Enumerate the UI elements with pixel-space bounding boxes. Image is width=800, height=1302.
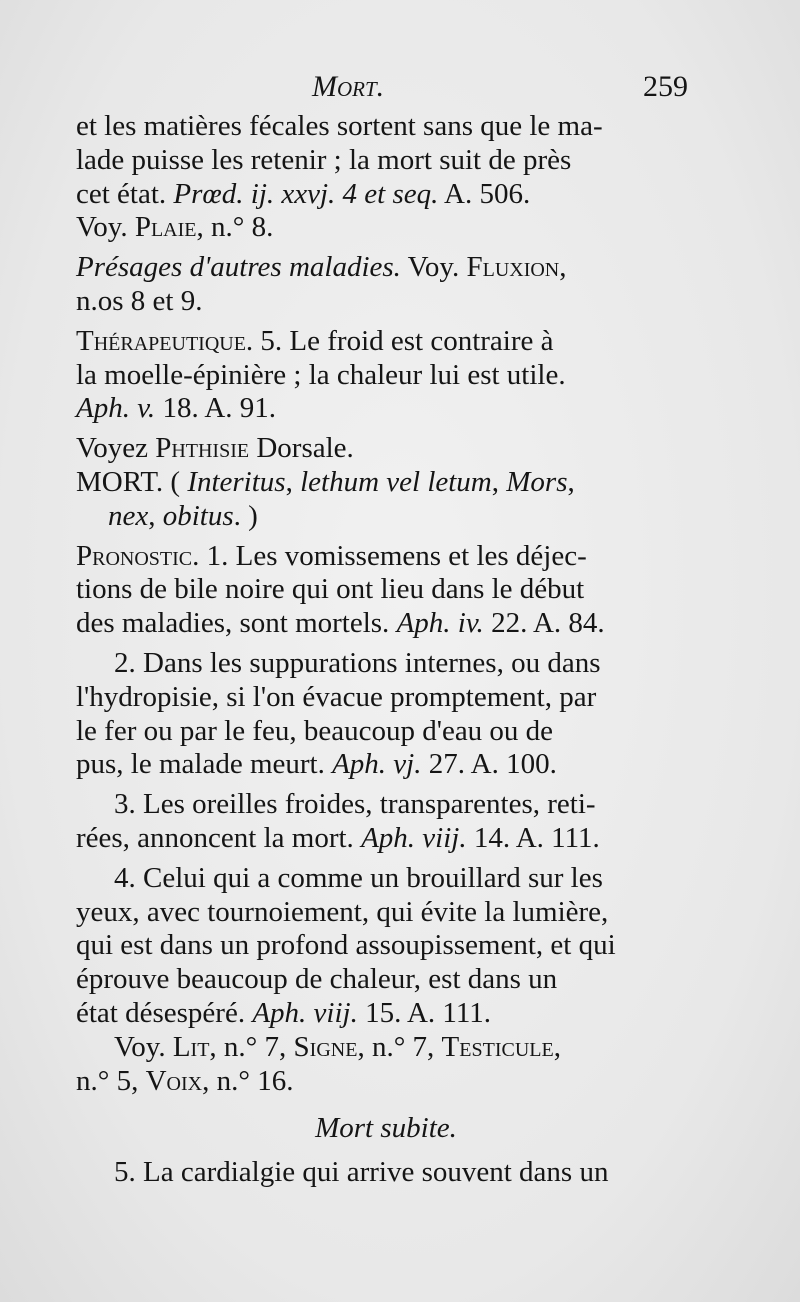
text-line: 2. Dans les suppurations internes, ou dans (114, 646, 601, 679)
text-line: Voy. Plaie, n.° 8. (76, 211, 274, 244)
text-line: des maladies, sont mortels. Aph. iv. 22. A. 84. (76, 607, 605, 640)
body-text (76, 110, 696, 1190)
text-line: Présages d'autres maladies. Voy. Fluxion, (76, 251, 567, 284)
running-title (312, 70, 384, 104)
text-line: Pronostic. 1. Les vomissemens et les déjec- (76, 539, 587, 572)
text-line: tions de bile noire qui ont lieu dans le début (76, 573, 585, 606)
text-line: la moelle-épinière ; la chaleur lui est utile. (76, 358, 566, 391)
text-line: 4. Celui qui a comme un brouillard sur les (114, 861, 603, 894)
text-line: et les matières fécales sortent sans que le ma- (76, 110, 603, 142)
text-line: qui est dans un profond assoupissement, et qui (76, 929, 616, 962)
text-line: éprouve beaucoup de chaleur, est dans un (76, 963, 558, 996)
page-number: 259 (643, 70, 688, 103)
text-line: Aph. v. 18. A. 91. (76, 392, 277, 425)
text-line: pus, le malade meurt. Aph. vj. 27. A. 100. (76, 748, 557, 781)
section-heading: Mort subite. (315, 1112, 457, 1145)
text-line: rées, annoncent la mort. Aph. viij. 14. A. 111. (76, 821, 600, 854)
text-line: Voyez Phthisie Dorsale. (76, 432, 354, 465)
page-header (0, 70, 800, 110)
text-line: n.° 5, Voix, n.° 16. (76, 1064, 294, 1097)
text-line: yeux, avec tournoiement, qui évite la lumière, (76, 895, 609, 928)
text-line: n.os 8 et 9. (76, 284, 203, 317)
text-line: 5. La cardialgie qui arrive souvent dans un (114, 1156, 609, 1189)
text-line: cet état. Prœd. ij. xxvj. 4 et seq. A. 506. (76, 177, 531, 210)
text-line: l'hydropisie, si l'on évacue promptement, par (76, 680, 597, 713)
entry-heading: MORT. ( Interitus, lethum vel letum, Mors, (76, 465, 575, 498)
text-line: Voy. Lit, n.° 7, Signe, n.° 7, Testicule, (114, 1030, 561, 1063)
text-line: nex, obitus. ) (108, 499, 258, 532)
text-line: le fer ou par le feu, beaucoup d'eau ou de (76, 714, 554, 747)
text-line: 3. Les oreilles froides, transparentes, reti- (114, 788, 596, 821)
text-line: état désespéré. Aph. viij. 15. A. 111. (76, 996, 492, 1029)
text-line: lade puisse les retenir ; la mort suit de près (76, 143, 572, 176)
running-title-text: Mort. (312, 70, 385, 103)
text-line: Thérapeutique. 5. Le froid est contraire à (76, 324, 554, 357)
